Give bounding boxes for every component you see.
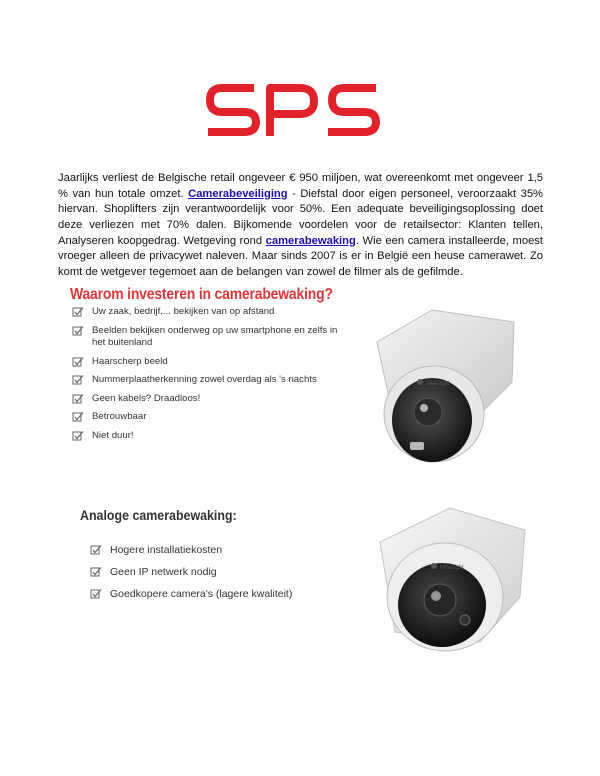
analog-camera-image xyxy=(360,502,530,652)
intro-text-2: - Diefstal door eigen personeel, veroorzaakt 35% hiervan. Shoplifters zijn verantwoordelijk voor 50%. Een adequate beveiligingsoplossing doet deze verliezen met 70% dalen. Bijkomende voordelen voor de retailsector: Klanten tellen, Analyseren koopgedrag. Wetgeving rond xyxy=(58,187,543,247)
benefit-text: Betrouwbaar xyxy=(92,411,147,422)
benefit-text: Nummerplaatherkenning zowel overdag als 's nachts xyxy=(92,374,317,385)
checkbox-icon xyxy=(72,411,84,423)
checkbox-icon xyxy=(72,356,84,368)
list-item xyxy=(70,306,350,319)
list-item xyxy=(70,356,350,369)
camerabeveiliging-link[interactable]: Camerabeveiliging xyxy=(188,187,288,200)
benefit-text: Haarscherp beeld xyxy=(92,355,168,367)
benefits-heading: Waarom investeren in camerabewaking? xyxy=(70,286,333,303)
camera-brand-label: Milesight xyxy=(440,565,464,571)
benefits-list xyxy=(70,306,350,448)
camerabewaking-link[interactable]: camerabewaking xyxy=(265,234,356,247)
checkbox-icon xyxy=(72,306,84,318)
dome-camera-image xyxy=(362,302,522,472)
analog-text: Hogere installatiekosten xyxy=(110,544,223,556)
benefit-text: Niet duur! xyxy=(92,429,134,441)
list-item xyxy=(88,566,338,579)
list-item xyxy=(70,374,350,387)
benefit-text: Geen kabels? Draadloos! xyxy=(92,392,201,404)
camera-brand-label: Milesight xyxy=(426,381,450,387)
list-item xyxy=(70,325,350,350)
list-item xyxy=(70,411,350,424)
analog-heading: Analoge camerabewaking: xyxy=(80,508,237,523)
checkbox-icon xyxy=(72,325,84,337)
analog-text: Geen IP netwerk nodig xyxy=(110,566,217,578)
checkbox-icon xyxy=(72,374,84,386)
checkbox-icon xyxy=(90,566,102,578)
analog-panel xyxy=(60,500,530,650)
list-item xyxy=(88,544,338,557)
checkbox-icon xyxy=(72,393,84,405)
analog-list xyxy=(88,544,338,610)
checkbox-icon xyxy=(90,588,102,600)
analog-text: Goedkopere camera's (lagere kwaliteit) xyxy=(110,588,293,600)
intro-text-3: . Wie een camera installeerde, moest vroeger alleen de privacywet naleven. Maar sinds 2007 is er in België een heuse camerawet. Zo komt de wetgever tegemoet aan de belangen van zowel de filmer als de gefilmde. xyxy=(58,234,543,278)
intro-paragraph xyxy=(58,171,543,280)
sps-logo xyxy=(204,80,380,140)
benefit-text: Beelden bekijken onderweg op uw smartphone en zelfs in het buitenland xyxy=(92,324,338,348)
intro-text-1: Jaarlijks verliest de Belgische retail ongeveer € 950 miljoen, wat overeenkomt met ongeveer 1,5 % van hun totale omzet. xyxy=(58,172,543,200)
list-item xyxy=(70,430,350,443)
benefits-panel xyxy=(60,282,530,478)
checkbox-icon xyxy=(72,430,84,442)
benefit-text: Uw zaak, bedrijf,... bekijken van op afstand xyxy=(92,306,275,317)
list-item xyxy=(70,393,350,406)
list-item xyxy=(88,588,338,601)
checkbox-icon xyxy=(90,544,102,556)
